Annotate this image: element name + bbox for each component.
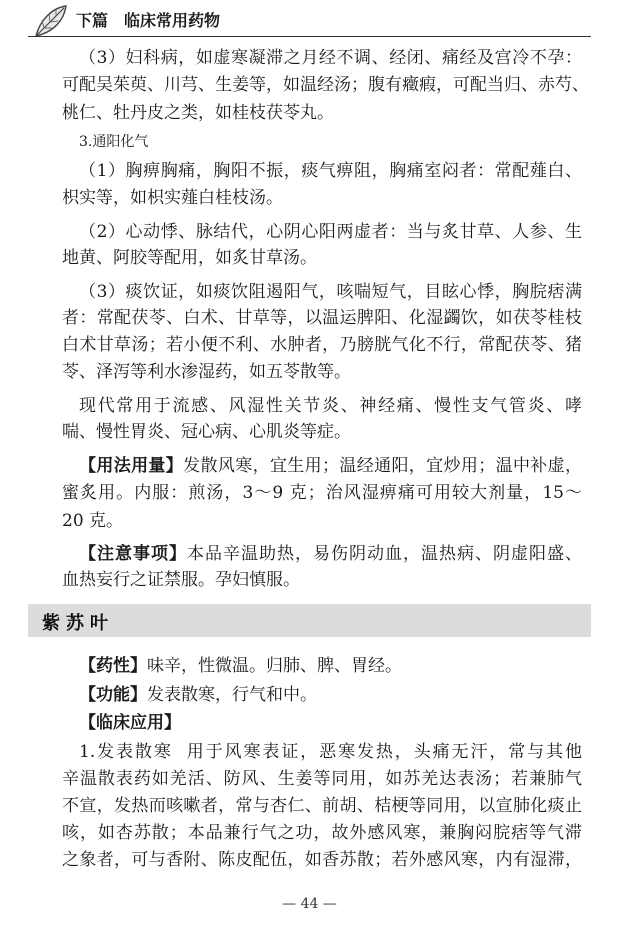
subheading: 3.通阳化气 [79,134,149,150]
body-line: 血热妄行之证禁服。孕妇慎服。 [62,570,300,590]
app1-text: 用于风寒表证，恶寒发热，头痛无汗，常与其他 [186,742,582,762]
usage-label: 【用法用量】 [79,456,184,476]
clinical-label: 【临床应用】 [79,713,181,733]
body-line: 桃仁、牡丹皮之类，如桂枝茯苓丸。 [62,103,334,123]
body-line: （2）心动悸、脉结代，心阴心阳两虚者：当与炙甘草、人参、生 [79,222,582,242]
body-line: （3）痰饮证，如痰饮阻遏阳气，咳喘短气，目眩心悸，胸脘痞满 [79,282,582,302]
nature-label: 【药性】 [79,656,147,676]
herb-title: 紫苏叶 [42,613,114,634]
caution-line [79,542,582,566]
nature-text: 味辛，性微温。归肺、脾、胃经。 [147,656,402,676]
page-number: — 44 — [282,896,337,912]
nature-line [79,654,582,678]
usage-line [79,454,582,478]
function-text: 发表散寒，行气和中。 [147,685,317,705]
body-line: （3）妇科病，如虚寒凝滞之月经不调、经闭、痛经及宫冷不孕： [79,48,582,68]
body-line: 者：常配茯苓、白术、甘草等，以温运脾阳、化湿蠲饮，如茯苓桂枝 [62,308,582,328]
caution-text: 本品辛温助热，易伤阴动血，温热病、阴虚阳盛、 [187,544,582,564]
header-section: 下篇 [76,11,109,30]
body-line: 可配吴茱萸、川芎、生姜等，如温经汤；腹有癥瘕，可配当归、赤芍、 [62,75,589,95]
header-rule [28,36,591,37]
body-line: 枳实等，如枳实薤白桂枝汤。 [62,188,283,208]
body-line: 白术甘草汤；若小便不利、水肿者，乃膀胱气化不行，常配茯苓、猪 [62,335,582,355]
app1-line [79,740,582,764]
caution-label: 【注意事项】 [79,544,187,564]
body-line: （1）胸痹胸痛，胸阳不振，痰气痹阻，胸痛室闷者：常配薤白、 [79,161,582,181]
clinical-heading [79,711,582,735]
body-line: 现代常用于流感、风湿性关节炎、神经痛、慢性支气管炎、哮 [79,396,582,416]
app1-title: 1.发表散寒 [79,742,173,762]
function-line [79,683,582,707]
page-header [0,0,619,46]
body-line: 地黄、阿胶等配用，如炙甘草汤。 [62,248,317,268]
header-chapter: 临床常用药物 [124,11,221,30]
running-header [76,8,220,31]
body-line: 喘、慢性胃炎、冠心病、心肌炎等症。 [62,422,351,442]
body-line: 蜜炙用。内服：煎汤，3～9 克；治风湿痹痛可用较大剂量，15～ [62,483,582,503]
usage-text: 发散风寒，宜生用；温经通阳，宜炒用；温中补虚， [183,456,583,476]
body-line: 辛温散表药如羌活、防风、生姜等同用，如苏羌达表汤；若兼肺气 [62,769,582,789]
function-label: 【功能】 [79,685,147,705]
body-line: 苓、泽泻等利水渗湿药，如五苓散等。 [62,362,351,382]
body-line: 20 克。 [62,511,124,531]
body-line: 之象者，可与香附、陈皮配伍，如香苏散；若外感风寒，内有湿滞， [62,850,582,870]
body-line: 咳，如杏苏散；本品兼行气之功，故外感风寒，兼胸闷脘痞等气滞 [62,823,582,843]
body-line: 不宣，发热而咳嗽者，常与杏仁、前胡、桔梗等同用，以宣肺化痰止 [62,796,582,816]
